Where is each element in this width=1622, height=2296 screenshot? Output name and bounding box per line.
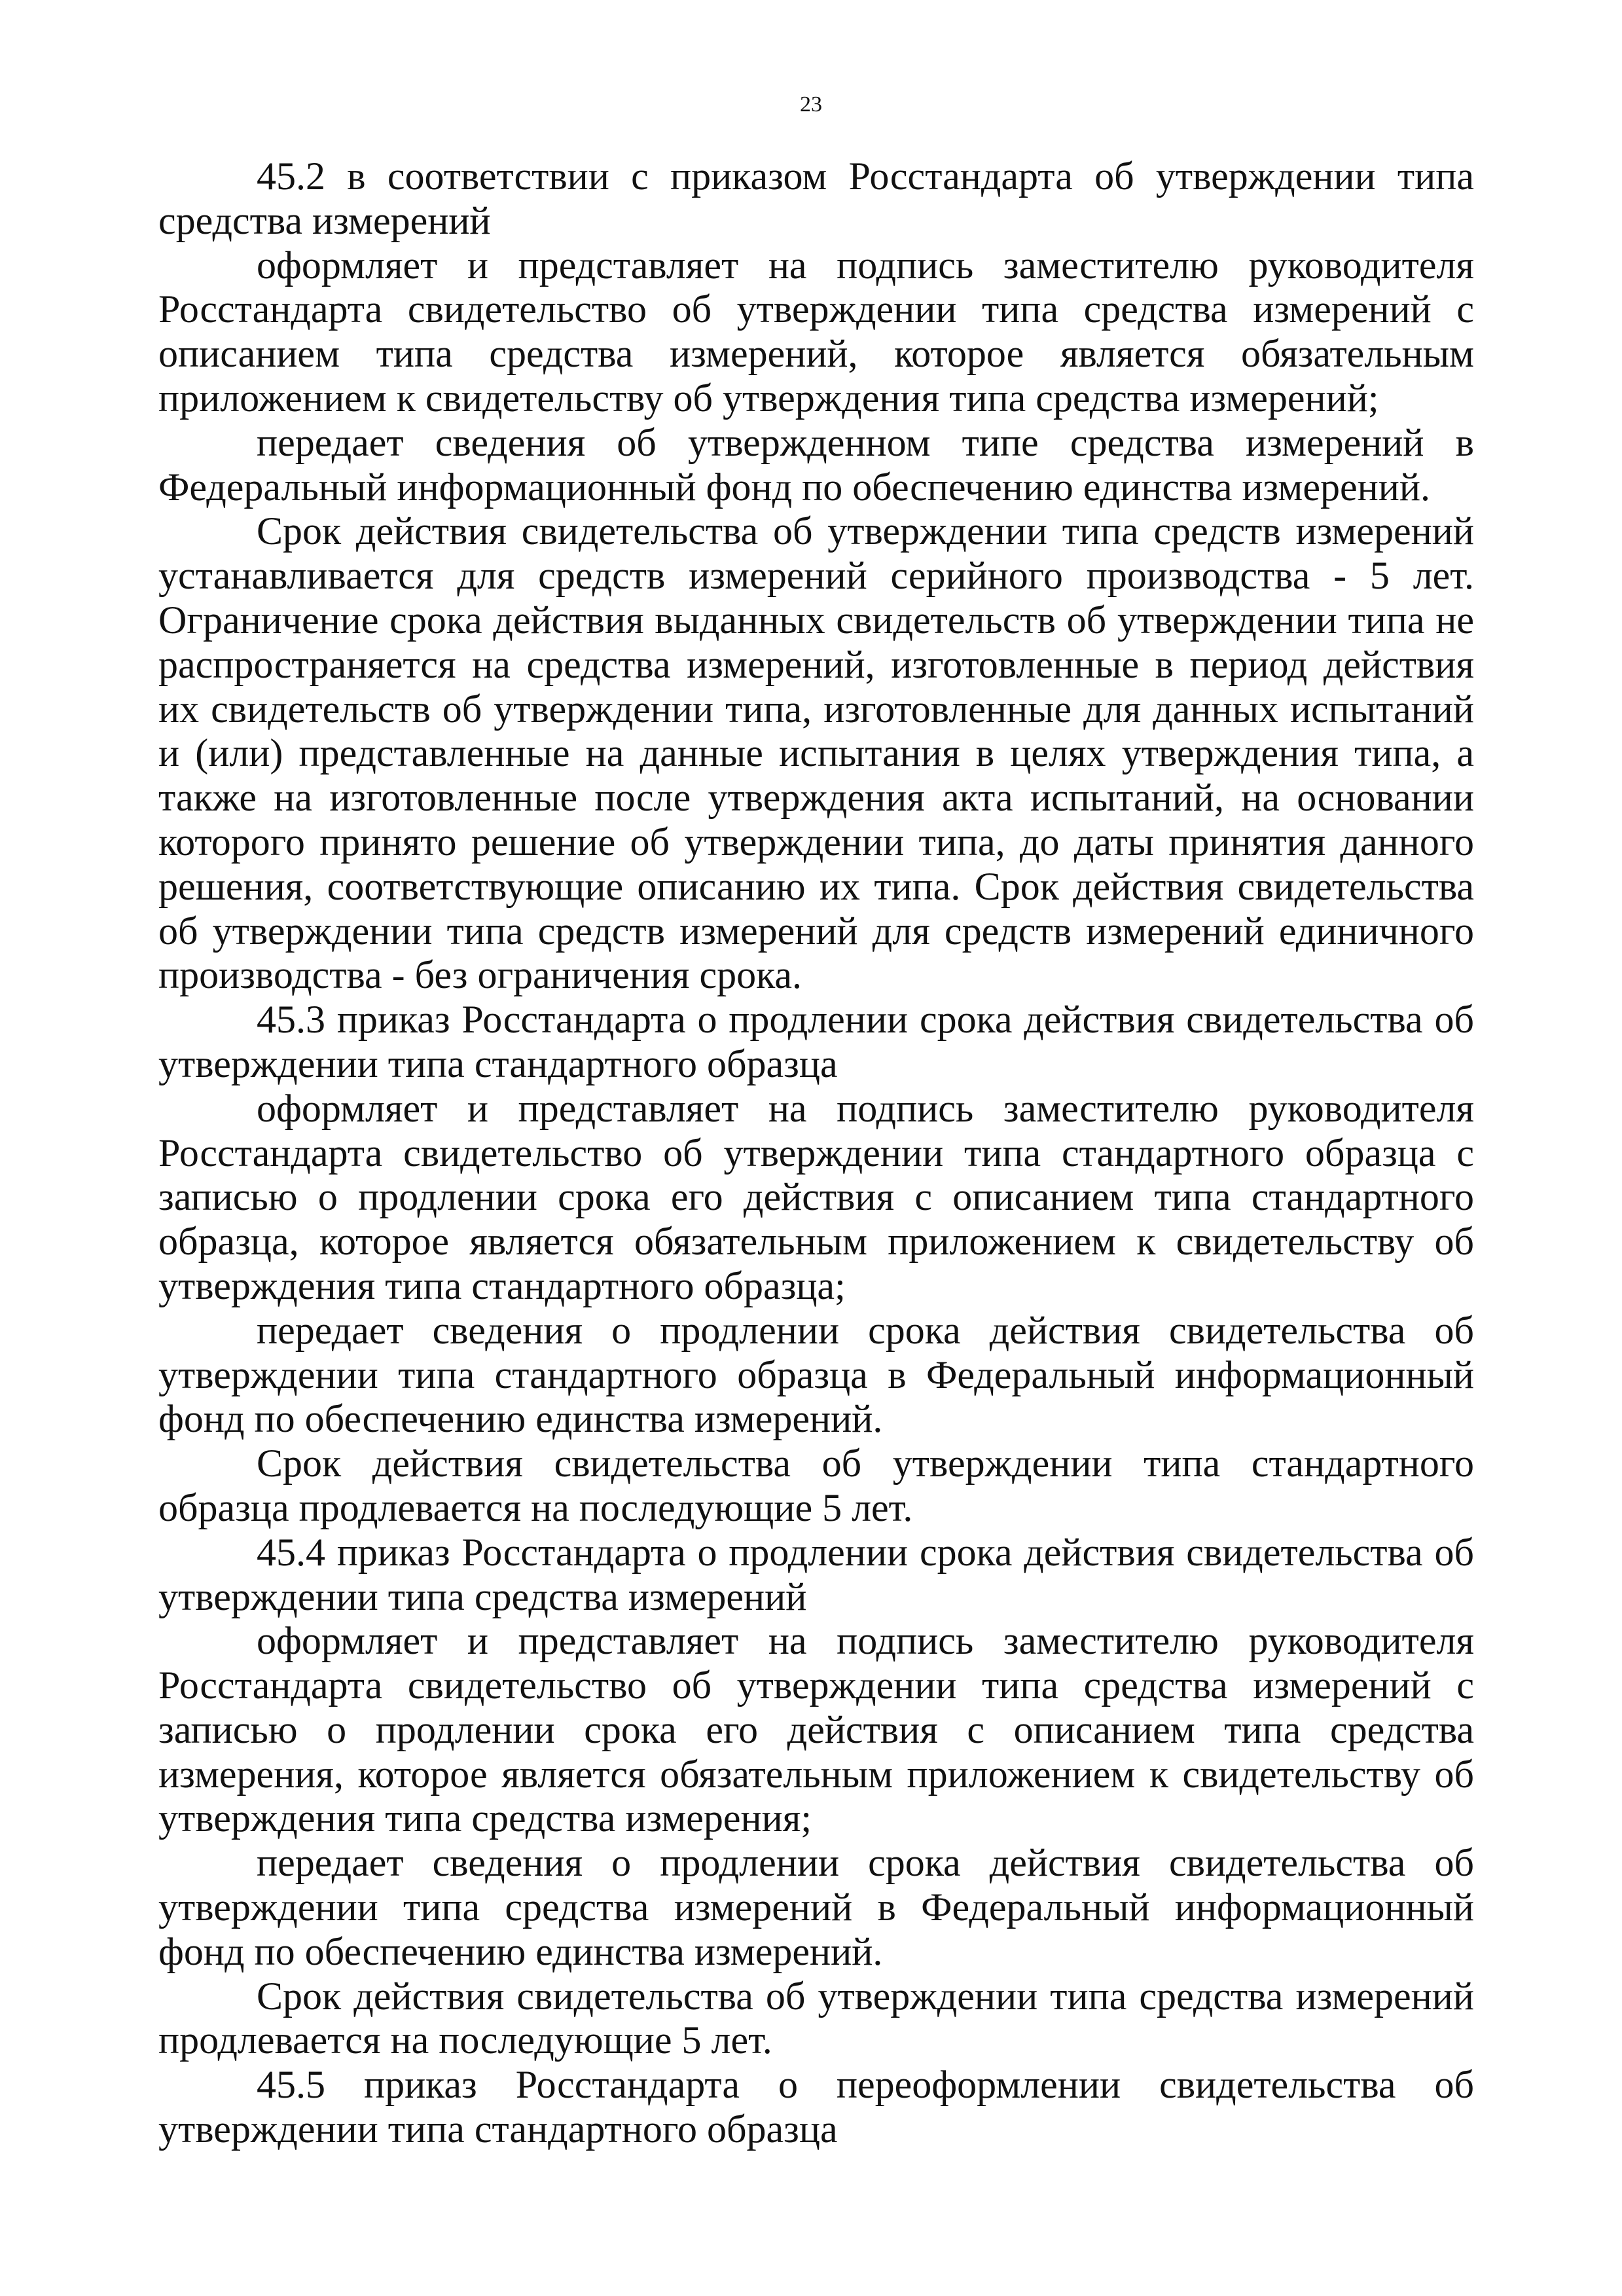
paragraph-45-2-heading: 45.2 в соответствии с приказом Росстандарта об утверждении типа средства измерений xyxy=(158,155,1474,242)
paragraph-45-3-heading: 45.3 приказ Росстандарта о продлении срока действия свидетельства об утверждении типа стандартного образца xyxy=(158,998,1474,1085)
paragraph-45-4-issue-certificate: оформляет и представляет на подпись заместителю руководителя Росстандарта свидетельство об утверждении типа средства измерений с записью о продлении срока его действия с описанием типа средства измерения, которое является обязательным приложением к свидетельству об утверждения типа средства измерения; xyxy=(158,1619,1474,1840)
paragraph-45-2-issue-certificate: оформляет и представляет на подпись заместителю руководителя Росстандарта свидетельство об утверждении типа средства измерений с описанием типа средства измерений, которое является обязательным приложением к свидетельству об утверждения типа средства измерений; xyxy=(158,243,1474,420)
paragraph-45-3-validity-term: Срок действия свидетельства об утверждении типа стандартного образца продлевается на последующие 5 лет. xyxy=(158,1442,1474,1529)
body-text xyxy=(158,155,1474,2152)
paragraph-45-4-heading: 45.4 приказ Росстандарта о продлении срока действия свидетельства об утверждении типа средства измерений xyxy=(158,1530,1474,1618)
paragraph-45-2-validity-term: Срок действия свидетельства об утверждении типа средств измерений устанавливается для средств измерений серийного производства - 5 лет. Ограничение срока действия выданных свидетельств об утверждении типа не распространяется на средства измерений, изготовленные в период действия их свидетельств об утверждении типа, изготовленные для данных испытаний и (или) представленные на данные испытания в целях утверждения типа, а также на изготовленные после утверждения акта испытаний, на основании которого принято решение об утверждении типа, до даты принятия данного решения, соответствующие описанию их типа. Срок действия свидетельства об утверждении типа средств измерений для средств измерений единичного производства - без ограничения срока. xyxy=(158,509,1474,997)
paragraph-45-3-issue-certificate: оформляет и представляет на подпись заместителю руководителя Росстандарта свидетельство об утверждении типа стандартного образца с записью о продлении срока его действия с описанием типа стандартного образца, которое является обязательным приложением к свидетельству об утверждения типа стандартного образца; xyxy=(158,1086,1474,1307)
page-number: 23 xyxy=(800,92,822,117)
paragraph-45-4-validity-term: Срок действия свидетельства об утверждении типа средства измерений продлевается на последующие 5 лет. xyxy=(158,1974,1474,2062)
paragraph-45-5-heading: 45.5 приказ Росстандарта о переоформлении свидетельства об утверждении типа стандартного образца xyxy=(158,2063,1474,2151)
paragraph-45-3-transfer-info: передает сведения о продлении срока действия свидетельства об утверждении типа стандартного образца в Федеральный информационный фонд по обеспечению единства измерений. xyxy=(158,1308,1474,1441)
paragraph-45-4-transfer-info: передает сведения о продлении срока действия свидетельства об утверждении типа средства измерений в Федеральный информационный фонд по обеспечению единства измерений. xyxy=(158,1841,1474,1973)
paragraph-45-2-transfer-info: передает сведения об утвержденном типе средства измерений в Федеральный информационный фонд по обеспечению единства измерений. xyxy=(158,420,1474,509)
